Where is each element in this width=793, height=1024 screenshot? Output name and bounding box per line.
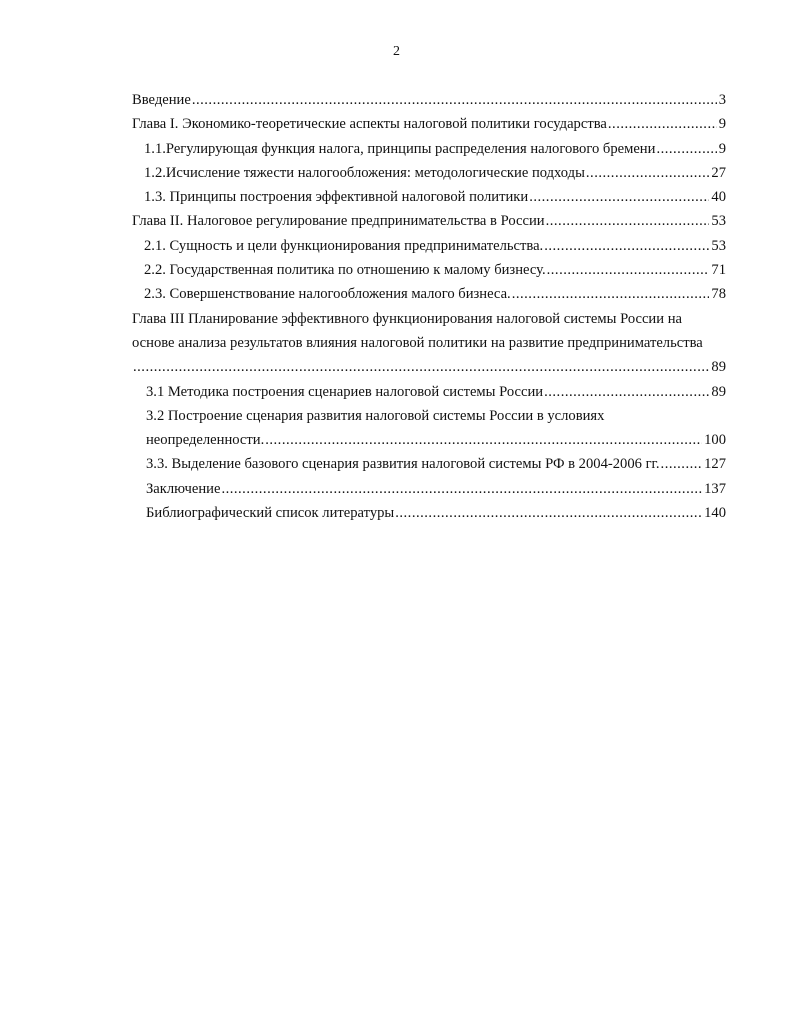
toc-entry-page: 89 xyxy=(711,359,726,376)
toc-entry-section-3-1[interactable] xyxy=(132,380,726,404)
toc-leader-dots xyxy=(221,477,702,501)
toc-entry-title-line2: неопределенности. xyxy=(146,432,265,449)
toc-leader-dots xyxy=(547,258,710,282)
toc-entry-section-1-2[interactable] xyxy=(132,161,726,185)
toc-entry-title: 3.3. Выделение базового сценария развития налоговой системы РФ в 2004-2006 гг. xyxy=(146,456,660,473)
toc-entry-page: 140 xyxy=(704,505,726,522)
toc-entry-chapter-3[interactable] xyxy=(132,307,726,380)
toc-leader-dots xyxy=(656,137,716,161)
toc-leader-dots xyxy=(608,112,717,136)
toc-entry-title: Заключение xyxy=(146,480,221,497)
toc-entry-page: 53 xyxy=(711,213,726,230)
toc-entry-page: 53 xyxy=(711,237,726,254)
toc-entry-title: Глава I. Экономико-теоретические аспекты налоговой политики государства xyxy=(132,116,607,133)
toc-leader-dots xyxy=(544,380,709,404)
toc-entry-chapter-2[interactable] xyxy=(132,209,726,233)
toc-leader-dots xyxy=(133,355,709,379)
toc-entry-page: 9 xyxy=(718,140,726,157)
toc-entry-page: 27 xyxy=(711,164,726,181)
toc-entry-section-2-3[interactable] xyxy=(132,282,726,306)
toc-entry-page: 9 xyxy=(718,116,726,133)
toc-entry-page: 127 xyxy=(704,456,726,473)
toc-entry-title-line1: Глава III Планирование эффективного функционирования налоговой системы России на xyxy=(132,310,682,327)
toc-entry-title: Введение xyxy=(132,92,191,108)
toc-entry-introduction[interactable] xyxy=(132,88,726,112)
toc-entry-section-3-2[interactable] xyxy=(132,404,726,453)
toc-entry-section-2-1[interactable] xyxy=(132,234,726,258)
toc-entry-page: 40 xyxy=(711,189,726,206)
toc-entry-title: 1.2.Исчисление тяжести налогообложения: методологические подходы xyxy=(144,164,585,181)
toc-leader-dots xyxy=(544,234,709,258)
toc-entry-page: 3 xyxy=(718,92,726,108)
toc-entry-section-1-3[interactable] xyxy=(132,185,726,209)
page-number: 2 xyxy=(393,44,400,59)
toc-entry-title: 3.1 Методика построения сценариев налоговой системы России xyxy=(146,383,544,400)
toc-entry-conclusion[interactable] xyxy=(132,477,726,501)
toc-entry-section-2-2[interactable] xyxy=(132,258,726,282)
toc-entry-chapter-1[interactable] xyxy=(132,112,726,136)
toc-entry-page: 78 xyxy=(711,286,726,303)
toc-entry-title-line1: 3.2 Построение сценария развития налоговой системы России в условиях xyxy=(146,407,605,424)
toc-leader-dots xyxy=(395,501,702,525)
toc-entry-section-3-3[interactable] xyxy=(132,452,726,476)
toc-leader-dots xyxy=(265,428,702,452)
toc-entry-title: 2.3. Совершенствование налогообложения малого бизнеса. xyxy=(144,286,511,303)
toc-entry-title-line2: основе анализа результатов влияния налоговой политики на развитие предпринимательства xyxy=(132,334,703,351)
toc-entry-page: 89 xyxy=(711,383,726,400)
toc-entry-title: Библиографический список литературы xyxy=(146,505,395,522)
toc-entry-bibliography[interactable] xyxy=(132,501,726,525)
toc-entry-page: 71 xyxy=(711,262,726,279)
toc-entry-page: 100 xyxy=(704,432,726,449)
toc-leader-dots xyxy=(529,185,709,209)
toc-entry-title: Глава II. Налоговое регулирование предпринимательства в России xyxy=(132,213,545,230)
toc-leader-dots xyxy=(192,88,717,112)
toc-leader-dots xyxy=(586,161,710,185)
toc-entry-title: 1.1.Регулирующая функция налога, принципы распределения налогового бремени xyxy=(144,140,656,157)
table-of-contents xyxy=(132,88,726,525)
toc-leader-dots xyxy=(661,452,703,476)
toc-entry-title: 2.1. Сущность и цели функционирования предпринимательства. xyxy=(144,237,544,254)
toc-entry-title: 2.2. Государственная политика по отношению к малому бизнесу. xyxy=(144,262,546,279)
toc-entry-title: 1.3. Принципы построения эффективной налоговой политики xyxy=(144,189,529,206)
toc-entry-section-1-1[interactable] xyxy=(132,137,726,161)
toc-leader-dots xyxy=(512,282,710,306)
toc-leader-dots xyxy=(546,209,710,233)
toc-entry-page: 137 xyxy=(704,480,726,497)
